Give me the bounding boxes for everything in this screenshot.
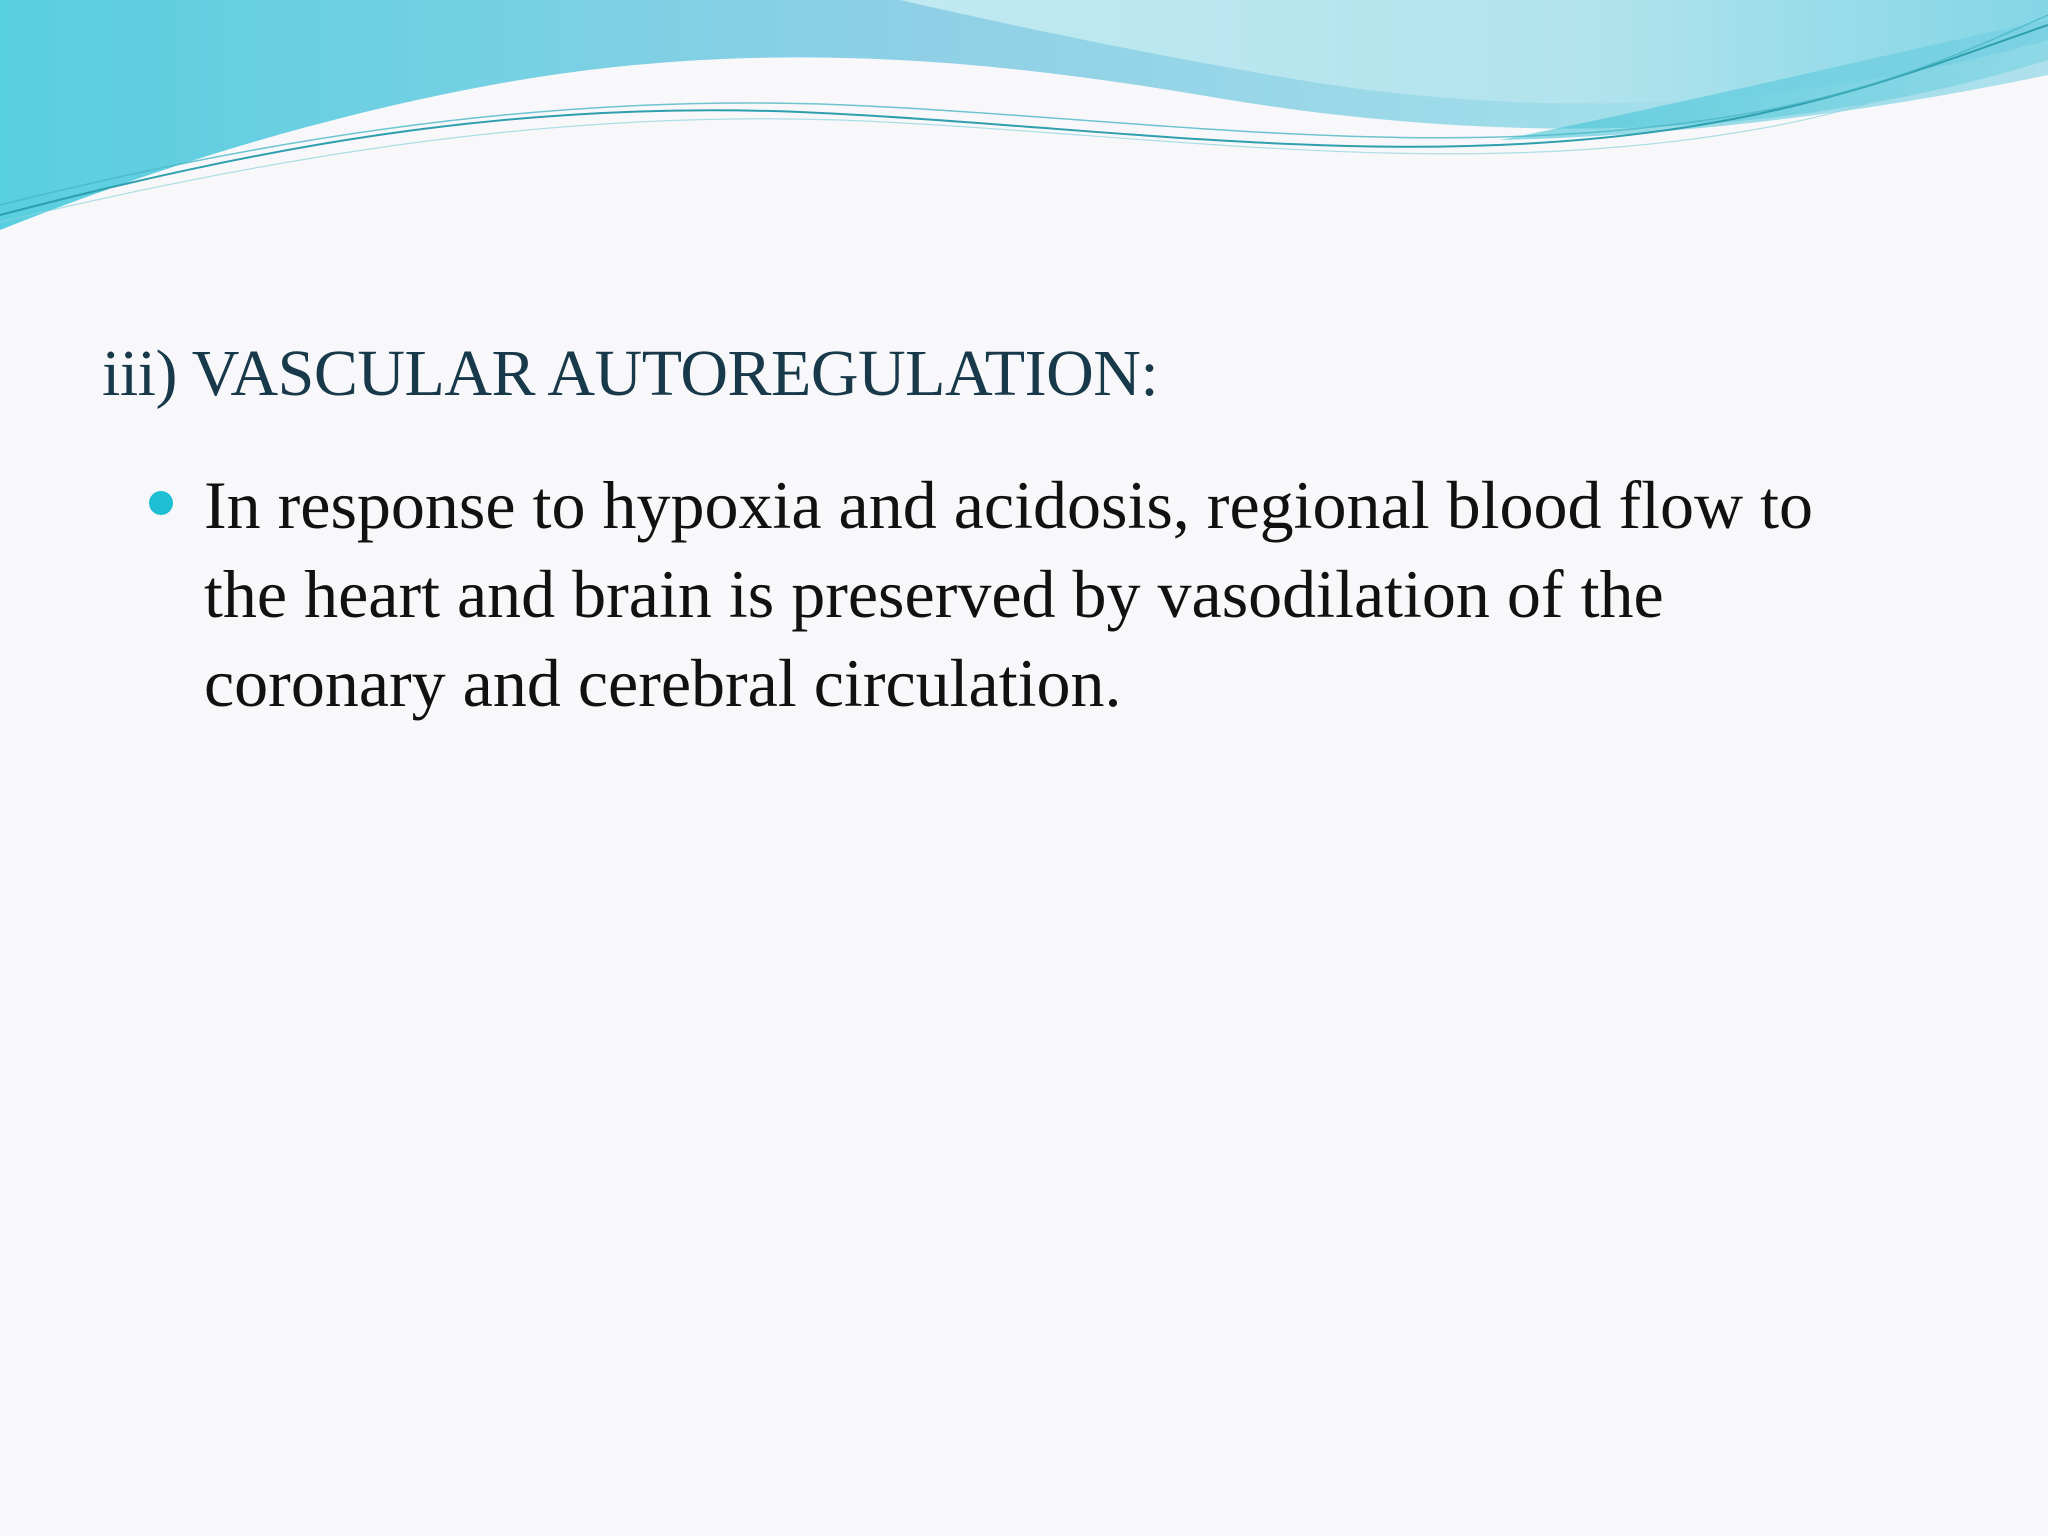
bullet-list	[145, 461, 1905, 728]
decorative-wave-header	[0, 0, 2048, 240]
bullet-dot-icon	[149, 491, 173, 515]
slide-title: iii) VASCULAR AUTOREGULATION:	[102, 337, 1159, 410]
bullet-text: In response to hypoxia and acidosis, regional blood flow to the heart and brain is preserved by vasodilation of the coronary and cerebral circulation.	[204, 467, 1814, 721]
bullet-item	[145, 461, 1905, 728]
